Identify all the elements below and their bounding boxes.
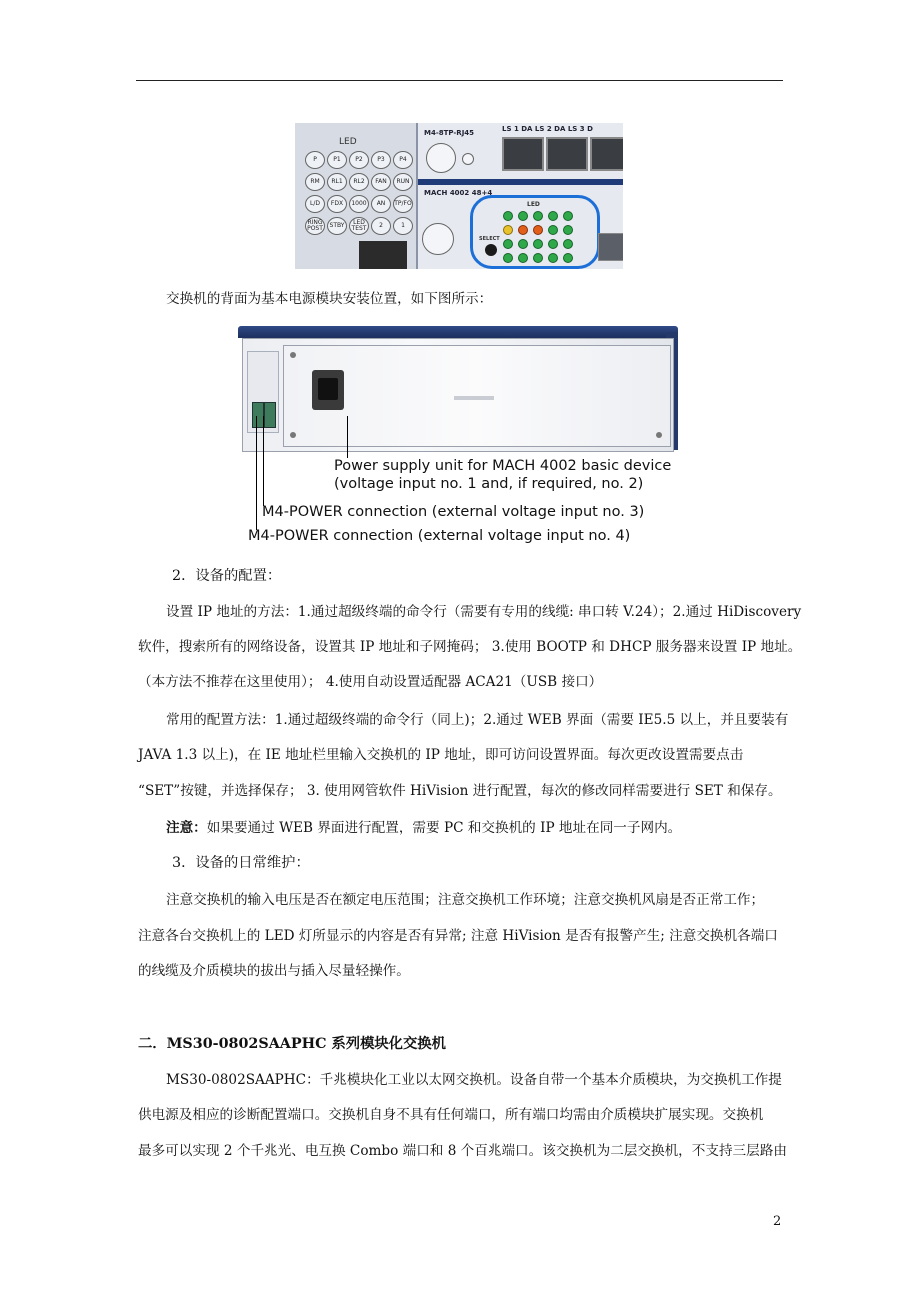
led-dot — [548, 211, 558, 221]
led-indicator: RL1 — [327, 173, 347, 191]
header-rule — [136, 80, 783, 81]
callout-line — [347, 416, 348, 458]
led-dot-grid — [503, 211, 573, 263]
led-indicator: 2 — [371, 217, 391, 235]
note-text: 如果要通过 WEB 界面进行配置，需要 PC 和交换机的 IP 地址在同一子网内。 — [206, 820, 682, 836]
led-indicator: RUN — [393, 173, 413, 191]
led-dot — [518, 225, 528, 235]
led-dot — [563, 211, 573, 221]
led-panel-figure — [295, 123, 623, 269]
section-heading-config: 2．设备的配置： — [172, 568, 282, 584]
display-block — [359, 241, 407, 269]
led-indicator: L/D — [305, 195, 325, 213]
ms30-line: 最多可以实现 2 个千兆光、电互换 Combo 端口和 8 个百兆端口。该交换机为二层交换机，不支持三层路由 — [138, 1143, 787, 1159]
select-button-icon — [485, 244, 497, 256]
led-highlight-ring — [470, 195, 600, 269]
m4-power-connector-icon — [264, 402, 276, 428]
module-label: M4-8TP-RJ45 — [424, 129, 475, 137]
led-dot — [518, 211, 528, 221]
ms30-line: 供电源及相应的诊断配置端口。交换机自身不具有任何端口，所有端口均需由介质模块扩展实现。交换机 — [138, 1107, 764, 1123]
rj45-port — [502, 137, 544, 171]
rj45-port — [598, 233, 623, 261]
port-labels: LS 1 DA LS 2 DA LS 3 D — [502, 125, 593, 133]
serial-sticker — [454, 396, 494, 400]
callout-psu-line1: Power supply unit for MACH 4002 basic device — [334, 458, 672, 474]
led-dot — [503, 225, 513, 235]
led-group-label: LED — [527, 201, 540, 208]
mach-label: MACH 4002 48+4 — [424, 189, 493, 197]
led-indicator: STBY — [327, 217, 347, 235]
led-dot — [533, 211, 543, 221]
led-indicator: 1000 — [349, 195, 369, 213]
power-inlet-icon — [312, 370, 344, 410]
callout-psu-line2: (voltage input no. 1 and, if required, no. 2) — [334, 476, 644, 492]
screw-icon — [656, 432, 662, 438]
panel-screw — [462, 153, 474, 165]
led-indicator: RM — [305, 173, 325, 191]
led-dot — [518, 239, 528, 249]
led-dot — [503, 211, 513, 221]
led-dot — [533, 225, 543, 235]
config-para1-line: 软件，搜索所有的网络设备，设置其 IP 地址和子网掩码； 3.使用 BOOTP 和 DHCP 服务器来设置 IP 地址。 — [138, 639, 802, 655]
callout-input-4: M4-POWER connection (external voltage input no. 4) — [248, 528, 631, 544]
switch-module-panel — [418, 123, 623, 269]
led-dot — [563, 239, 573, 249]
panel-screw — [422, 223, 454, 255]
config-para2-line: “SET”按键，并选择保存； 3. 使用网管软件 HiVision 进行配置，每次的修改同样需要进行 SET 和保存。 — [138, 783, 782, 799]
config-para1-line: 设置 IP 地址的方法：1.通过超级终端的命令行（需要有专用的线缆: 串口转 V.24）；2.通过 HiDiscovery — [166, 604, 802, 620]
led-indicator: P2 — [349, 151, 369, 169]
select-label: SELECT — [479, 236, 500, 242]
note-line — [166, 818, 681, 838]
power-supply-figure — [236, 322, 680, 551]
led-dot — [503, 239, 513, 249]
led-indicator: P1 — [327, 151, 347, 169]
screw-icon — [290, 432, 296, 438]
led-indicator: P4 — [393, 151, 413, 169]
chassis-rear — [242, 338, 674, 452]
rj45-port — [546, 137, 588, 171]
led-dot — [548, 253, 558, 263]
panel-screw — [426, 143, 456, 173]
led-dot — [533, 239, 543, 249]
led-dot — [563, 225, 573, 235]
led-panel-label: LED — [339, 137, 357, 147]
power-inlet-socket — [318, 378, 338, 400]
rj45-port — [590, 137, 623, 171]
ms30-line: MS30-0802SAAPHC：千兆模块化工业以太网交换机。设备自带一个基本介质模块，为交换机工作提 — [166, 1072, 782, 1088]
led-dot — [548, 225, 558, 235]
chassis-top — [238, 326, 678, 338]
config-para1-line: （本方法不推荐在这里使用）； 4.使用自动设置适配器 ACA21（USB 接口） — [138, 674, 603, 690]
led-indicator: RING POST — [305, 217, 325, 235]
section-heading-maintenance: 3．设备的日常维护： — [172, 855, 310, 871]
maintenance-line: 注意各台交换机上的 LED 灯所显示的内容是否有异常; 注意 HiVision 是否有报警产生; 注意交换机各端口 — [138, 928, 778, 944]
led-panel-left — [295, 123, 418, 269]
led-button-grid — [305, 151, 415, 235]
callout-line — [263, 416, 264, 506]
led-indicator: RL2 — [349, 173, 369, 191]
led-indicator: LED TEST — [349, 217, 369, 235]
led-dot — [548, 239, 558, 249]
chapter-heading: 二．MS30-0802SAAPHC 系列模块化交换机 — [138, 1036, 446, 1052]
led-indicator: FDX — [327, 195, 347, 213]
maintenance-line: 注意交换机的输入电压是否在额定电压范围；注意交换机工作环境；注意交换机风扇是否正常工作； — [166, 892, 765, 908]
led-indicator: FAN — [371, 173, 391, 191]
led-dot — [518, 253, 528, 263]
module-divider — [418, 179, 623, 185]
figure-intro-text: 交换机的背面为基本电源模块安装位置，如下图所示： — [166, 291, 493, 307]
led-indicator: AN — [371, 195, 391, 213]
config-para2-line: JAVA 1.3 以上)，在 IE 地址栏里输入交换机的 IP 地址，即可访问设置界面。每次更改设置需要点击 — [138, 747, 744, 763]
power-supply-unit — [283, 345, 671, 447]
led-dot — [563, 253, 573, 263]
config-para2-line: 常用的配置方法：1.通过超级终端的命令行（同上)；2.通过 WEB 界面（需要 IE5.5 以上，并且要装有 — [166, 712, 789, 728]
callout-input-3: M4-POWER connection (external voltage input no. 3) — [262, 504, 645, 520]
maintenance-line: 的线缆及介质模块的拔出与插入尽量轻操作。 — [138, 963, 410, 979]
note-label: 注意： — [166, 820, 207, 836]
callout-line — [256, 416, 257, 530]
led-dot — [533, 253, 543, 263]
led-indicator: 1 — [393, 217, 413, 235]
page-number: 2 — [773, 1214, 782, 1229]
led-dot — [503, 253, 513, 263]
screw-icon — [290, 352, 296, 358]
led-indicator: TP/FO — [393, 195, 413, 213]
led-indicator: P3 — [371, 151, 391, 169]
led-indicator: P — [305, 151, 325, 169]
